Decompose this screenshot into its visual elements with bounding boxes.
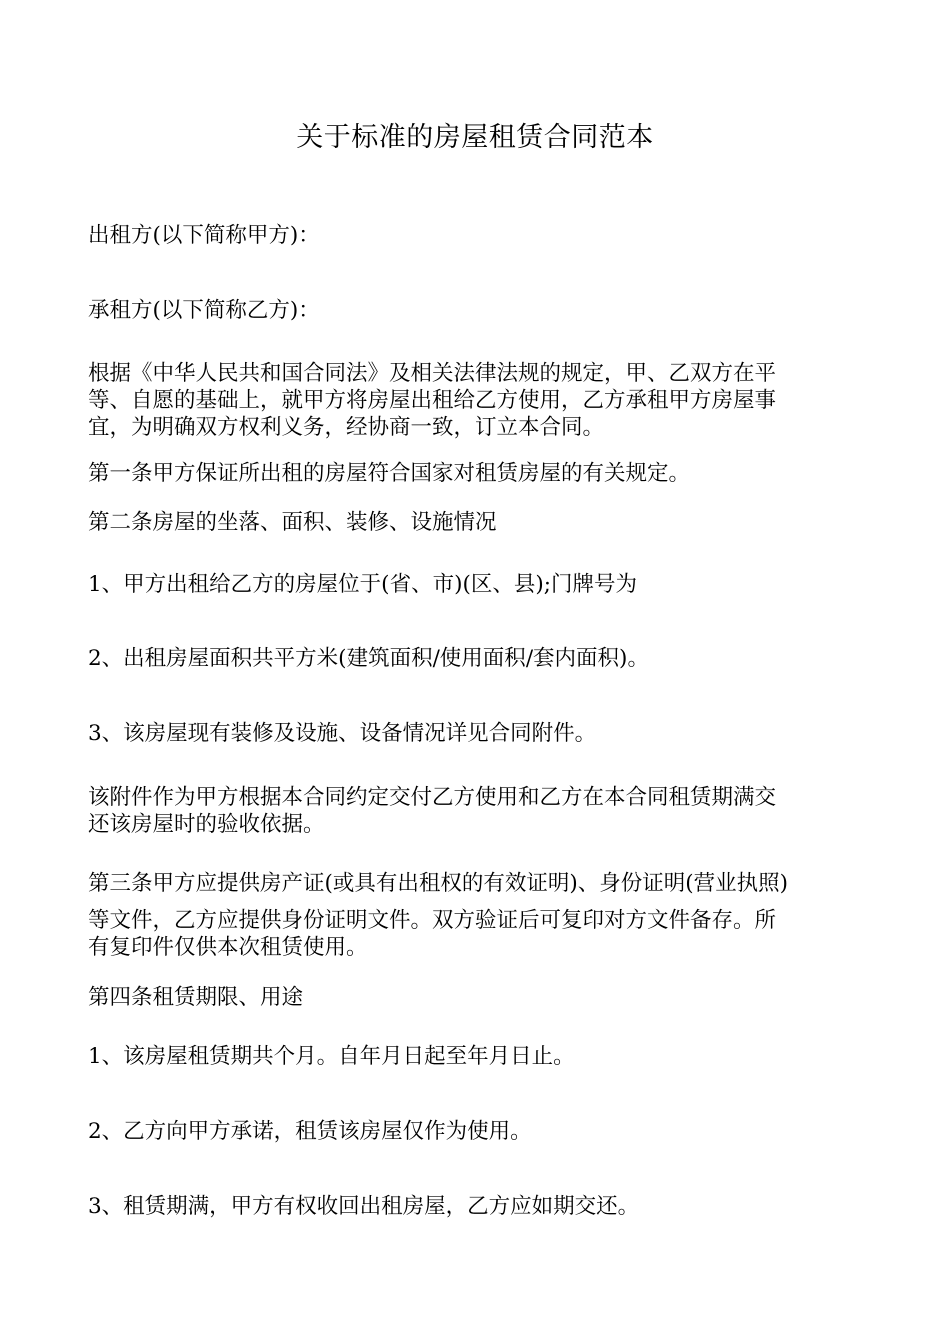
text-line: 2、出租房屋面积共平方米(建筑面积/使用面积/套内面积)。 — [88, 646, 649, 671]
text-line: 1、甲方出租给乙方的房屋位于(省、市)(区、县);门牌号为 — [88, 572, 637, 597]
text-line: 第二条房屋的坐落、面积、装修、设施情况 — [88, 510, 497, 535]
paragraph-article-3-cont — [88, 907, 863, 961]
text-line: 有复印件仅供本次租赁使用。 — [88, 935, 368, 960]
paragraph-preamble — [88, 360, 863, 441]
paragraph-lessor — [88, 222, 863, 249]
text-line: 第四条租赁期限、用途 — [88, 985, 304, 1010]
paragraph-article-2-heading — [88, 509, 863, 536]
paragraph-article-4-item-2 — [88, 1118, 863, 1145]
text-line: 3、该房屋现有装修及设施、设备情况详见合同附件。 — [88, 721, 597, 746]
text-line: 第三条甲方应提供房产证(或具有出租权的有效证明)、身份证明(营业执照) — [88, 871, 789, 896]
paragraph-article-1 — [88, 460, 863, 487]
text-line: 该附件作为甲方根据本合同约定交付乙方使用和乙方在本合同租赁期满交 — [88, 785, 777, 810]
paragraph-article-4-heading — [88, 984, 863, 1011]
paragraph-article-4-item-3 — [88, 1193, 863, 1220]
paragraph-lessee — [88, 297, 863, 324]
document-title: 关于标准的房屋租赁合同范本 — [296, 122, 654, 153]
text-line: 3、租赁期满，甲方有权收回出租房屋，乙方应如期交还。 — [88, 1194, 640, 1219]
text-line: 根据《中华人民共和国合同法》及相关法律法规的规定，甲、乙双方在平 — [88, 361, 777, 386]
text-line: 承租方(以下简称乙方)： — [88, 298, 320, 323]
paragraph-article-2-item-1 — [88, 571, 863, 598]
text-line: 等文件，乙方应提供身份证明文件。双方验证后可复印对方文件备存。所 — [88, 908, 777, 933]
text-line: 第一条甲方保证所出租的房屋符合国家对租赁房屋的有关规定。 — [88, 461, 691, 486]
paragraph-article-2-item-2 — [88, 645, 863, 672]
paragraph-article-2-item-3 — [88, 720, 863, 747]
text-line: 等、自愿的基础上，就甲方将房屋出租给乙方使用，乙方承租甲方房屋事 — [88, 388, 777, 413]
paragraph-article-4-item-1 — [88, 1043, 863, 1070]
paragraph-article-3 — [88, 870, 863, 897]
text-line: 2、乙方向甲方承诺，租赁该房屋仅作为使用。 — [88, 1119, 532, 1144]
paragraph-attachment-note — [88, 784, 863, 838]
text-line: 宜，为明确双方权利义务，经协商一致，订立本合同。 — [88, 415, 605, 440]
text-line: 1、该房屋租赁期共个月。自年月日起至年月日止。 — [88, 1044, 575, 1069]
text-line: 还该房屋时的验收依据。 — [88, 812, 325, 837]
text-line: 出租方(以下简称甲方)： — [88, 223, 320, 248]
